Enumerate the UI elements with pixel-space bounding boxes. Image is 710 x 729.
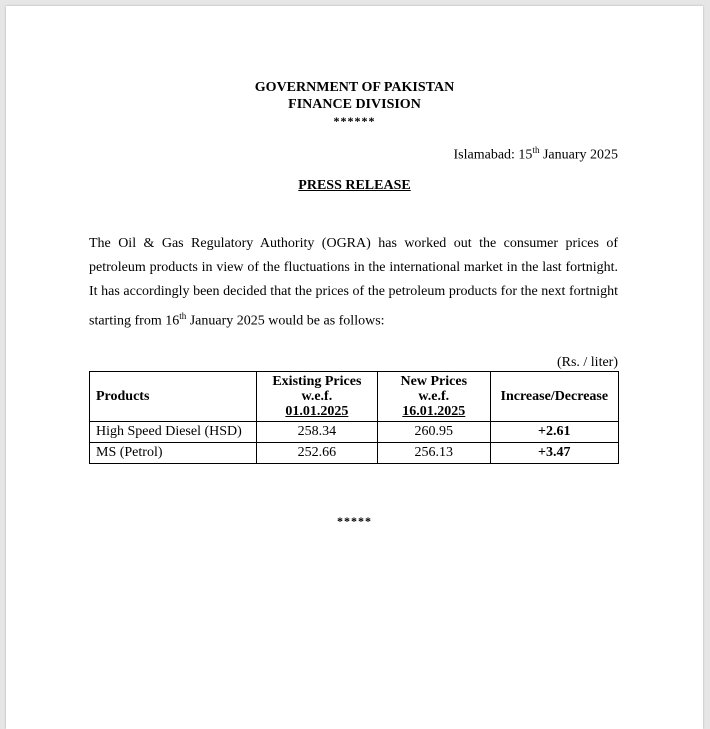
header-existing-line3: 01.01.2025 bbox=[285, 404, 349, 419]
table-header-row bbox=[90, 372, 619, 422]
document-page bbox=[6, 6, 703, 729]
header-existing-line2: w.e.f. bbox=[301, 389, 333, 404]
cell-new-price: 260.95 bbox=[377, 422, 490, 443]
footer-separator: ***** bbox=[337, 514, 372, 528]
header-new-line3: 16.01.2025 bbox=[402, 404, 466, 419]
header-existing-line1: Existing Prices bbox=[272, 374, 362, 389]
header-separator: ****** bbox=[333, 114, 376, 128]
cell-change: +3.47 bbox=[490, 443, 618, 464]
unit-label: (Rs. / liter) bbox=[556, 355, 618, 370]
paragraph-sup: th bbox=[179, 311, 187, 321]
header-increase-decrease: Increase/Decrease bbox=[490, 372, 618, 422]
table-row bbox=[90, 443, 619, 464]
paragraph-part1: The Oil & Gas Regulatory Authority (OGRA) has worked out the consumer prices of petroleum products in view of the fluctuations in the international market in the last fortnight. It has accordingly been decided that the prices of the petroleum products for the next fortnight starting from 16 bbox=[89, 236, 618, 329]
body-paragraph bbox=[89, 232, 618, 334]
dateline-suffix: January 2025 bbox=[539, 147, 618, 163]
cell-new-price: 256.13 bbox=[377, 443, 490, 464]
header-new-line2: w.e.f. bbox=[418, 389, 450, 404]
header-new-line1: New Prices bbox=[400, 374, 468, 389]
header-division: FINANCE DIVISION bbox=[288, 97, 421, 112]
cell-change: +2.61 bbox=[490, 422, 618, 443]
header-new-prices bbox=[377, 372, 490, 422]
title-text: PRESS RELEASE bbox=[298, 178, 411, 193]
header-products: Products bbox=[90, 372, 257, 422]
cell-existing-price: 252.66 bbox=[256, 443, 377, 464]
table-row bbox=[90, 422, 619, 443]
cell-product: High Speed Diesel (HSD) bbox=[90, 422, 257, 443]
paragraph-part2: January 2025 would be as follows: bbox=[186, 313, 385, 329]
header-government: GOVERNMENT OF PAKISTAN bbox=[254, 80, 455, 95]
header-existing-prices bbox=[256, 372, 377, 422]
price-table bbox=[89, 371, 619, 464]
page-title bbox=[6, 178, 703, 194]
cell-existing-price: 258.34 bbox=[256, 422, 377, 443]
cell-product: MS (Petrol) bbox=[90, 443, 257, 464]
dateline-prefix: Islamabad: 15 bbox=[453, 147, 533, 163]
dateline-sup: th bbox=[532, 145, 540, 155]
dateline bbox=[454, 145, 618, 164]
